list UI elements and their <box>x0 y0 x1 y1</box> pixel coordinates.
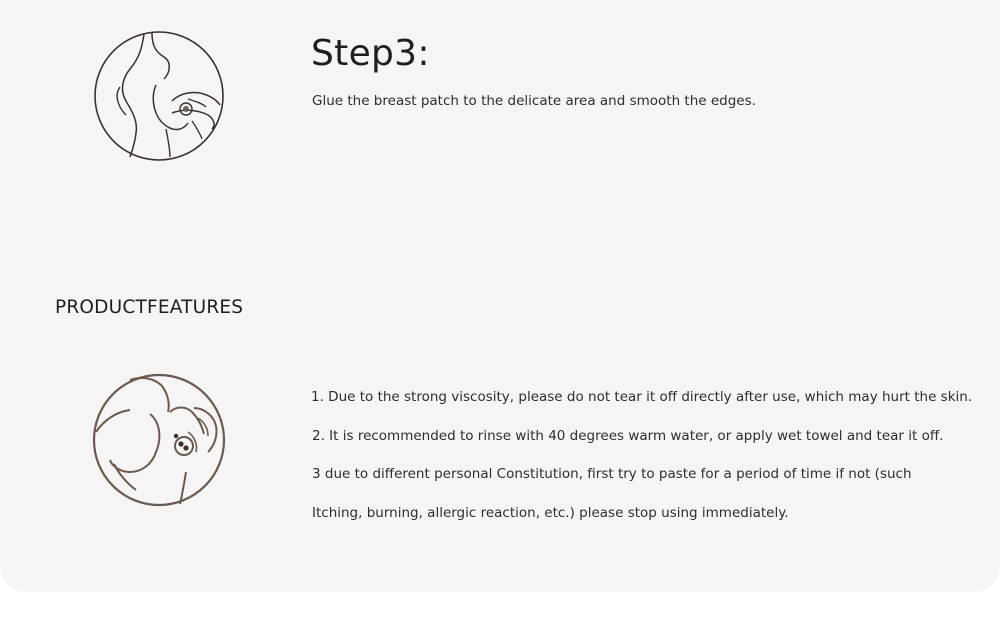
breast-patch-removal-icon <box>90 372 228 508</box>
feature-line-3: 3 due to different personal Constitution, first try to paste for a period of time if not (such <box>312 466 912 482</box>
breast-patch-application-icon <box>92 29 226 163</box>
step-title: Step3: <box>311 33 430 74</box>
feature-line-1: 1. Due to the strong viscosity, please do not tear it off directly after use, which may hurt the skin. <box>311 389 973 405</box>
feature-line-2: 2. It is recommended to rinse with 40 degrees warm water, or apply wet towel and tear it off. <box>312 428 944 444</box>
feature-line-4: Itching, burning, allergic reaction, etc.) please stop using immediately. <box>312 505 789 521</box>
features-heading: PRODUCTFEATURES <box>55 297 244 318</box>
step-description: Glue the breast patch to the delicate area and smooth the edges. <box>312 93 756 109</box>
